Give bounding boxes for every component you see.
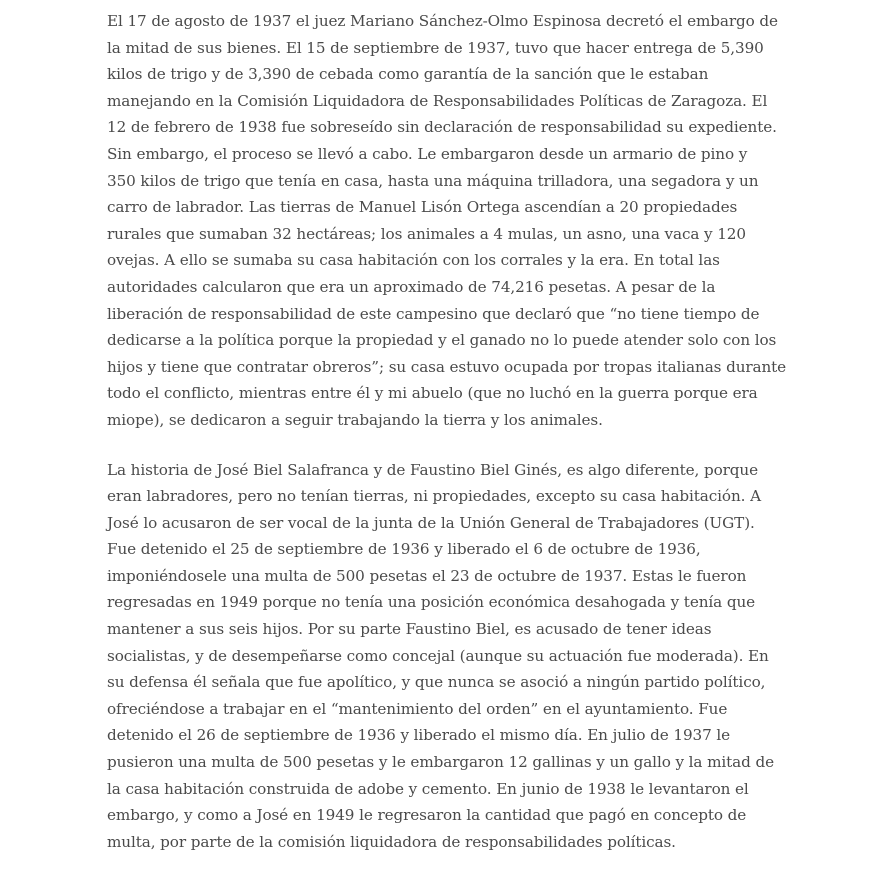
text-line: hijos y tiene que contratar obreros”; su casa estuvo ocupada por tropas italianas durante [107,357,787,376]
text-line: mantener a sus seis hijos. Por su parte Faustino Biel, es acusado de tener ideas [107,620,712,639]
paragraph-lison-ortega [107,8,787,434]
text-line: su defensa él señala que fue apolítico, y que nunca se asoció a ningún partido político, [107,673,766,692]
text-line: ofreciéndose a trabajar en el “mantenimiento del orden” en el ayuntamiento. Fue [107,699,728,718]
text-line: carro de labrador. Las tierras de Manuel Lisón Ortega ascendían a 20 propiedades [107,198,738,217]
text-line: detenido el 26 de septiembre de 1936 y liberado el mismo día. En julio de 1937 le [107,726,731,745]
text-line: miope), se dedicaron a seguir trabajando la tierra y los animales. [107,410,603,429]
text-line: la casa habitación construida de adobe y cemento. En junio de 1938 le levantaron el [107,779,749,798]
text-line: liberación de responsabilidad de este campesino que declaró que “no tiene tiempo de [107,304,760,323]
text-line: José lo acusaron de ser vocal de la junta de la Unión General de Trabajadores (UGT). [107,513,755,532]
text-line: 350 kilos de trigo que tenía en casa, hasta una máquina trilladora, una segadora y un [107,171,759,190]
text-line: rurales que sumaban 32 hectáreas; los animales a 4 mulas, un asno, una vaca y 120 [107,224,746,243]
text-line: la mitad de sus bienes. El 15 de septiembre de 1937, tuvo que hacer entrega de 5,390 [107,38,764,57]
text-line: autoridades calcularon que era un aproximado de 74,216 pesetas. A pesar de la [107,277,716,296]
text-line: embargo, y como a José en 1949 le regresaron la cantidad que pagó en concepto de [107,806,747,825]
text-line: Sin embargo, el proceso se llevó a cabo. Le embargaron desde un armario de pino y [107,144,748,163]
text-line: regresadas en 1949 porque no tenía una posición económica desahogada y tenía que [107,593,756,612]
text-line: ovejas. A ello se sumaba su casa habitación con los corrales y la era. En total las [107,251,720,270]
text-line: eran labradores, pero no tenían tierras, ni propiedades, excepto su casa habitación. A [107,487,761,506]
text-line: 12 de febrero de 1938 fue sobreseído sin declaración de responsabilidad su expediente. [107,118,777,137]
text-line: multa, por parte de la comisión liquidadora de responsabilidades políticas. [107,832,676,851]
paragraph-biel [107,457,787,856]
text-line: imponiéndosele una multa de 500 pesetas el 23 de octubre de 1937. Estas le fueron [107,566,747,585]
text-line: manejando en la Comisión Liquidadora de Responsabilidades Políticas de Zaragoza. El [107,91,768,110]
text-line: La historia de José Biel Salafranca y de Faustino Biel Ginés, es algo diferente, porque [107,460,758,479]
text-line: socialistas, y de desempeñarse como concejal (aunque su actuación fue moderada). En [107,646,769,665]
text-line: El 17 de agosto de 1937 el juez Mariano Sánchez-Olmo Espinosa decretó el embargo de [107,12,778,30]
text-line: todo el conflicto, mientras entre él y mi abuelo (que no luchó en la guerra porque era [107,384,758,403]
text-line: Fue detenido el 25 de septiembre de 1936 y liberado el 6 de octubre de 1936, [107,540,701,559]
text-line: kilos de trigo y de 3,390 de cebada como garantía de la sanción que le estaban [107,65,709,84]
text-line: pusieron una multa de 500 pesetas y le embargaron 12 gallinas y un gallo y la mitad de [107,753,774,772]
article-body [107,8,787,855]
text-line: dedicarse a la política porque la propiedad y el ganado no lo puede atender solo con los [107,331,777,350]
